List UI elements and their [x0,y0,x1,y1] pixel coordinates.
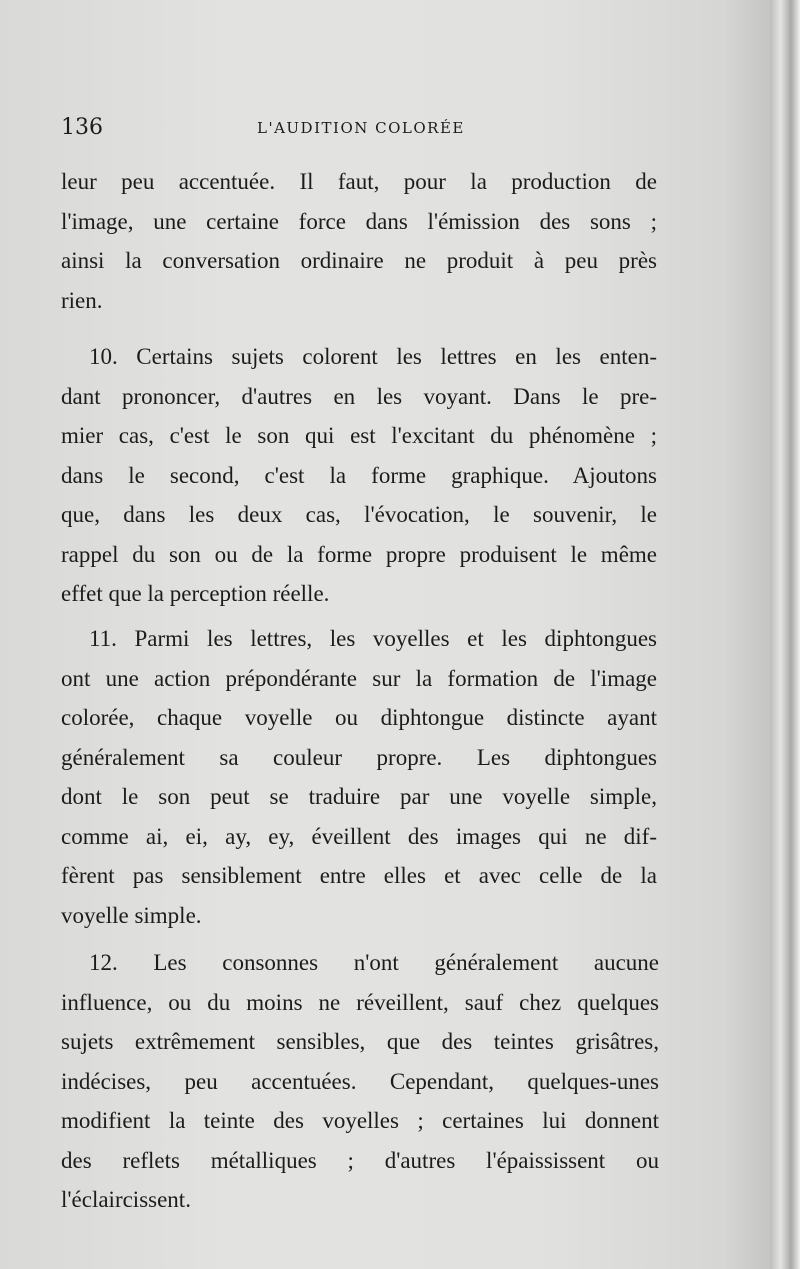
text-line: leur peu accentuée. Il faut, pour la production de [61,169,657,194]
paragraph-section-11 [61,619,657,935]
text-line: l'éclaircissent. [61,1187,191,1212]
text-line: que, dans les deux cas, l'évocation, le souvenir, le [61,502,657,527]
text-line: l'image, une certaine force dans l'émission des sons ; [61,208,657,234]
text-line: 10. Certains sujets colorent les lettres en les enten- [89,344,657,369]
running-title: L'AUDITION COLORÉE [257,119,465,137]
text-line: effet que la perception réelle. [61,581,330,606]
paragraph-section-12 [61,943,659,1220]
text-line: dans le second, c'est la forme graphique. Ajoutons [61,462,657,488]
page-header [61,114,661,142]
text-line: des reflets métalliques ; d'autres l'épaississent ou [61,1147,659,1173]
text-line: comme ai, ei, ay, ey, éveillent des images qui ne dif- [61,823,657,849]
text-line: indécises, peu accentuées. Cependant, quelques-unes [61,1068,659,1094]
text-line: modifient la teinte des voyelles ; certaines lui donnent [61,1108,659,1133]
paragraph-section-10 [61,337,657,614]
text-line: rien. [61,287,103,313]
text-line: 12. Les consonnes n'ont généralement aucune [89,950,659,975]
text-line: voyelle simple. [61,902,202,928]
page-number: 136 [61,115,103,140]
text-line: rappel du son ou de la forme propre produisent le même [61,541,657,567]
text-line: influence, ou du moins ne réveillent, sauf chez quelques [61,989,659,1015]
text-line: ainsi la conversation ordinaire ne produit à peu près [61,248,657,273]
text-line: ont une action prépondérante sur la formation de l'image [61,665,657,691]
text-line: sujets extrêmement sensibles, que des teintes grisâtres, [61,1029,659,1054]
text-line: généralement sa couleur propre. Les diphtongues [61,744,657,770]
text-line: colorée, chaque voyelle ou diphtongue distincte ayant [61,705,657,730]
text-line: 11. Parmi les lettres, les voyelles et les diphtongues [89,626,657,651]
text-line: dant prononcer, d'autres en les voyant. Dans le pre- [61,383,657,409]
text-line: mier cas, c'est le son qui est l'excitant du phénomène ; [61,423,657,448]
page-edge [770,0,800,1269]
text-line: fèrent pas sensiblement entre elles et avec celle de la [61,863,657,888]
paragraph-1 [61,162,657,320]
text-line: dont le son peut se traduire par une voyelle simple, [61,784,657,809]
